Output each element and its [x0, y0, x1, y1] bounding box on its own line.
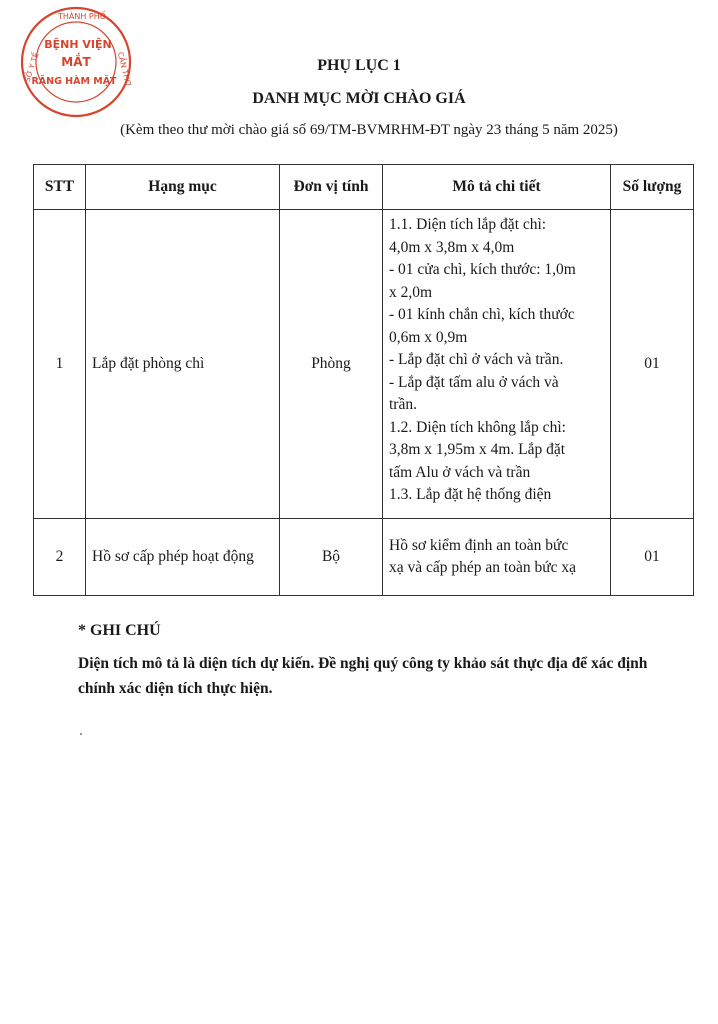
page-subtitle: DANH MỤC MỜI CHÀO GIÁ — [252, 90, 466, 107]
row-description: Hồ sơ kiểm định an toàn bức xạ và cấp phép an toàn bức xạ — [383, 519, 611, 596]
column-header: STT — [34, 165, 86, 210]
stamp-line3: RĂNG HÀM MẶT — [31, 76, 117, 87]
row-unit: Bộ — [280, 519, 383, 596]
items-table — [33, 164, 694, 596]
stamp-side-right: CẦN THƠ — [115, 51, 134, 88]
row-item: Lắp đặt phòng chì — [86, 210, 280, 519]
page-title: PHỤ LỤC 1 — [317, 57, 401, 74]
row-stt: 2 — [34, 519, 86, 596]
table-header-row — [34, 165, 694, 210]
row-unit: Phòng — [280, 210, 383, 519]
table-row — [34, 210, 694, 519]
scan-speck — [80, 733, 82, 735]
stamp-line2: MẮT — [61, 55, 91, 69]
table-row — [34, 519, 694, 596]
row-item: Hồ sơ cấp phép hoạt động — [86, 519, 280, 596]
notes-label: * GHI CHÚ — [78, 622, 161, 639]
column-header: Hạng mục — [86, 165, 280, 210]
stamp-side-left: SỞ Y TẾ — [22, 51, 41, 84]
row-description: 1.1. Diện tích lắp đặt chì: 4,0m x 3,8m x 4,0m - 01 cửa chì, kích thước: 1,0m x 2,0m - 01 kính chắn chì, kích thước 0,6m x 0,9m - Lắp đặt chì ở vách và trần. - Lắp đặt tấm alu ở vách và trần. 1.2. Diện tích không lắp chì: 3,8m x 1,95m x 4m. Lắp đặt tấm Alu ở vách và trần 1.3. Lắp đặt hệ thống điện — [383, 210, 611, 519]
row-quantity: 01 — [611, 519, 694, 596]
row-quantity: 01 — [611, 210, 694, 519]
reference-note: (Kèm theo thư mời chào giá số 69/TM-BVMRHM-ĐT ngày 23 tháng 5 năm 2025) — [120, 122, 618, 138]
column-header: Số lượng — [611, 165, 694, 210]
stamp-top-arc: THÀNH PHỐ — [57, 12, 107, 21]
row-stt: 1 — [34, 210, 86, 519]
column-header: Đơn vị tính — [280, 165, 383, 210]
stamp-line1: BỆNH VIỆN — [44, 38, 112, 51]
notes-text: Diện tích mô tả là diện tích dự kiến. Đề nghị quý công ty khảo sát thực địa để xác định chính xác diện tích thực hiện. — [78, 655, 648, 697]
column-header: Mô tả chi tiết — [383, 165, 611, 210]
